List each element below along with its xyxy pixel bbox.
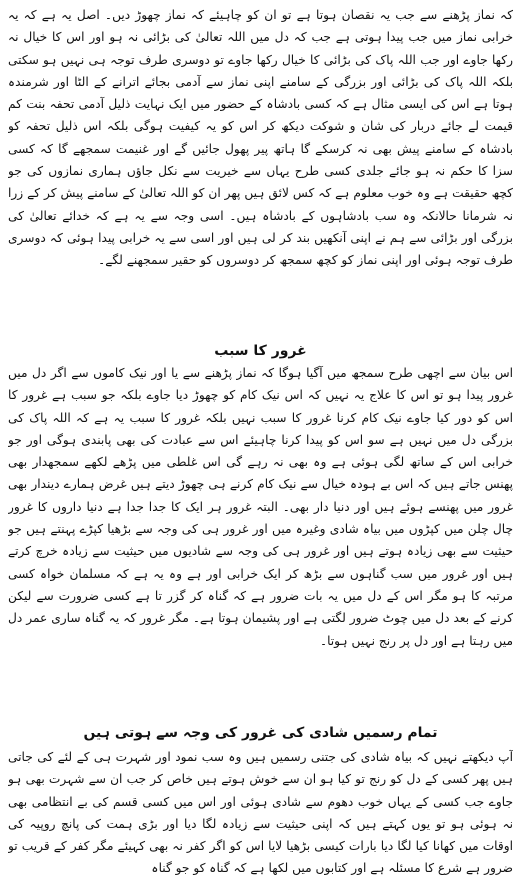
paragraph-cause-of-pride: اس بیان سے اچھی طرح سمجھ میں آگیا ہوگا کہ نماز پڑھنے سے یا اور نیک کاموں سے اگر دل میں غرور پیدا ہو تو اس کا علاج یہ نہیں کہ اس نیک کام کو چھوڑ دیا جاوے بلکہ جو سبب ہے غرور کا اس کو دور کیا جاوے نیک کام کرنا غرور کا سبب نہیں بلکہ غرور کا سبب یہ ہے کہ اللہ پاک کی بزرگی دل میں نہیں ہے سو اس کو پیدا کرنا چاہیئے اس سے عبادت کی بھی پابندی ہوگی اور جو خرابی اس کے ساتھ لگی ہوئی ہے وہ بھی نہ رہے گی اس غلطی میں پڑھے لکھے سمجھدار بھی پھنس جاتے ہیں کہ اس بے ہودہ خیال سے نیک کام کرنے ہی چھوڑ دیتے ہیں غرض ہمارے دیندار بھی غرور میں پھنسے ہوئے ہیں اور دنیا دار بھی۔ البتہ غرور ہر ایک کا جدا جدا ہے دنیا داروں کا غرور چال چلن میں کپڑوں میں بیاہ شادی وغیرہ میں اور غرور ہی کی وجہ سے بڑھیا کپڑے پہنتے ہیں جو حیثیت سے بھی زیادہ ہوتے ہیں اور غرور ہی کی وجہ سے شادیوں میں حیثیت سے زیادہ خرچ کرتے ہیں اور غرور میں سب گناہوں سے بڑھ کر ایک خرابی اور ہے وہ یہ ہے کہ مسلمان خواہ کسی مرتبہ کا ہو مگر اس کے دل میں یہ بات ضرور ہے کہ گناہ کر گزر تا ہے کسی ضرورت سے لیکن کرنے کے بعد دل میں چوٹ ضرور لگتی ہے اور پشیمان ہوتا ہے۔ مگر غرور کہ یہ گناہ ساری عمر دل میں رہتا ہے اور دل پر رنج نہیں ہوتا۔ [8,366,513,648]
paragraph-prayer-pride: کہ نماز پڑھنے سے جب یہ نقصان ہوتا ہے تو ان کو چاہیئے کہ نماز چھوڑ دیں۔ اصل یہ ہے کہ یہ خرابی نماز میں جب پیدا ہوتی ہے جب کہ دل میں اللہ تعالیٰ کی بڑائی نہ ہو اور اس کا خیال نہ رکھا جاوے اور جب اللہ پاک کی بڑائی کا خیال رکھا جاوے تو دوسری طرف توجہ ہی نہیں ہو سکتی بلکہ اللہ پاک کی بڑائی اور بزرگی کے سامنے اپنی نماز سے آدمی بجائے اترانے کے الٹا اور شرمندہ ہوتا ہے اس کی ایسی مثال ہے کہ کسی بادشاہ کے حضور میں ایک نہایت ذلیل آدمی تحفہ بنت کم قیمت لے جائے دربار کی شان و شوکت دیکھ کر اس کو یہ کیفیت ہوگی بلکہ اس ذلیل تحفہ کو بادشاہ کے سامنے پیش بھی نہ کرسکے گا ہاتھ پیر پھول جائیں گے اور غنیمت سمجھے گا کہ کسی سزا کا حکم نہ ہو جائے جلدی کسی طرح یہاں سے خیریت سے نکل جاؤں ہماری نمازوں کی جو کچھ حقیقت ہے وہ خوب معلوم ہے کہ کس لائق ہیں پھر ان کو اللہ تعالیٰ کے سامنے پیش کر کے زرا نہ شرمانا حالانکہ وہ سب بادشاہوں کے بادشاہ ہیں۔ اسی وجہ سے یہ ہے کہ خدائے تعالیٰ کی بزرگی اور بڑائی سے ہم نے اپنی آنکھیں بند کر لی ہیں اور اسی سے یہ خرابی پیدا ہوئی کہ دوسری طرف توجہ ہوئی اور اپنی نماز کو کچھ سمجھ کر دوسروں کو حقیر سمجھنے لگے۔ [8,8,513,268]
heading-wedding-customs: تمام رسمیں شادی کی غرور کی وجہ سے ہوتی ہیں [83,725,438,741]
heading-cause-of-pride: غرور کا سبب [214,343,307,359]
paragraph-wedding-customs: آپ دیکھتے نہیں کہ بیاہ شادی کی جتنی رسمیں ہیں وہ سب نمود اور شہرت ہی کے لئے کی جاتی ہیں پھر کسی کے دل کو رنج تو کیا ہو ان سے خوش ہوتے ہیں خاص کر جب ان سے شہرت بھی ہو جاوے جب کسی کے یہاں خوب دھوم سے شادی ہوئی اور اس میں کسی قسم کی بے انتظامی بھی نہ ہوئی ہو تو یوں کہتے ہیں کہ اپنی حیثیت سے زیادہ لگا دیا اور بڑی ہمت کی پانچ روپیہ کی اوقات میں کھانا کیا لگا دیا بارات کیسی بڑھیا لایا اس کو اگر کفر نہ بھی کہیئے مگر کفر کے قریب تو ضرور ہے شرع کا مسئلہ ہے اور کتابوں میں لکھا ہے کہ گناہ کو جو گناہ [8,750,513,876]
